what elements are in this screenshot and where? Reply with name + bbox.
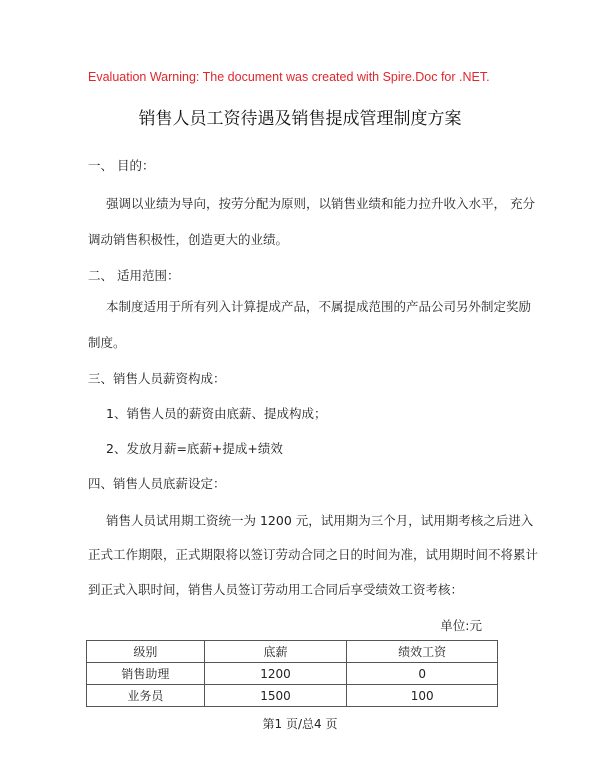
table-header-cell: 底薪 xyxy=(204,641,347,663)
unit-label: 单位:元 xyxy=(440,618,482,633)
section-2-paragraph-line-2: 制度。 xyxy=(88,335,126,350)
page-footer: 第1 页/总4 页 xyxy=(262,717,338,731)
section-1-paragraph-line-2: 调动销售积极性，创造更大的业绩。 xyxy=(88,232,289,247)
table-cell: 0 xyxy=(347,663,498,685)
section-1-heading: 一、 目的： xyxy=(88,158,155,173)
salary-table xyxy=(86,640,498,707)
section-4-paragraph-line-1: 销售人员试用期工资统一为 1200 元，试用期为三个月，试用期考核之后进入 xyxy=(106,513,534,528)
table-cell: 销售助理 xyxy=(87,663,205,685)
table-cell: 1500 xyxy=(204,685,347,707)
table-row xyxy=(87,685,498,707)
section-2-heading: 二、 适用范围： xyxy=(88,268,180,283)
section-3-item-1: 1、销售人员的薪资由底薪、提成构成； xyxy=(106,406,327,421)
section-1-paragraph-line-1: 强调以业绩为导向，按劳分配为原则，以销售业绩和能力拉升收入水平， 充分 xyxy=(106,196,535,211)
section-3-item-2: 2、发放月薪=底薪+提成+绩效 xyxy=(106,441,283,456)
table-header-cell: 绩效工资 xyxy=(347,641,498,663)
table-header-row xyxy=(87,641,498,663)
table-cell: 业务员 xyxy=(87,685,205,707)
document-title: 销售人员工资待遇及销售提成管理制度方案 xyxy=(138,109,462,129)
section-4-paragraph-line-2: 正式工作期限，正式期限将以签订劳动合同之日的时间为准，试用期时间不将累计 xyxy=(88,547,539,562)
evaluation-warning: Evaluation Warning: The document was created with Spire.Doc for .NET. xyxy=(88,70,490,84)
section-2-paragraph-line-1: 本制度适用于所有列入计算提成产品，不属提成范围的产品公司另外制定奖励 xyxy=(106,299,532,314)
section-3-heading: 三、销售人员薪资构成： xyxy=(88,371,226,386)
section-4-paragraph-line-3: 到正式入职时间，销售人员签订劳动用工合同后享受绩效工资考核： xyxy=(88,582,464,597)
table-cell: 100 xyxy=(347,685,498,707)
table-row xyxy=(87,663,498,685)
table-header-cell: 级别 xyxy=(87,641,205,663)
section-4-heading: 四、销售人员底薪设定： xyxy=(88,476,226,491)
table-cell: 1200 xyxy=(204,663,347,685)
